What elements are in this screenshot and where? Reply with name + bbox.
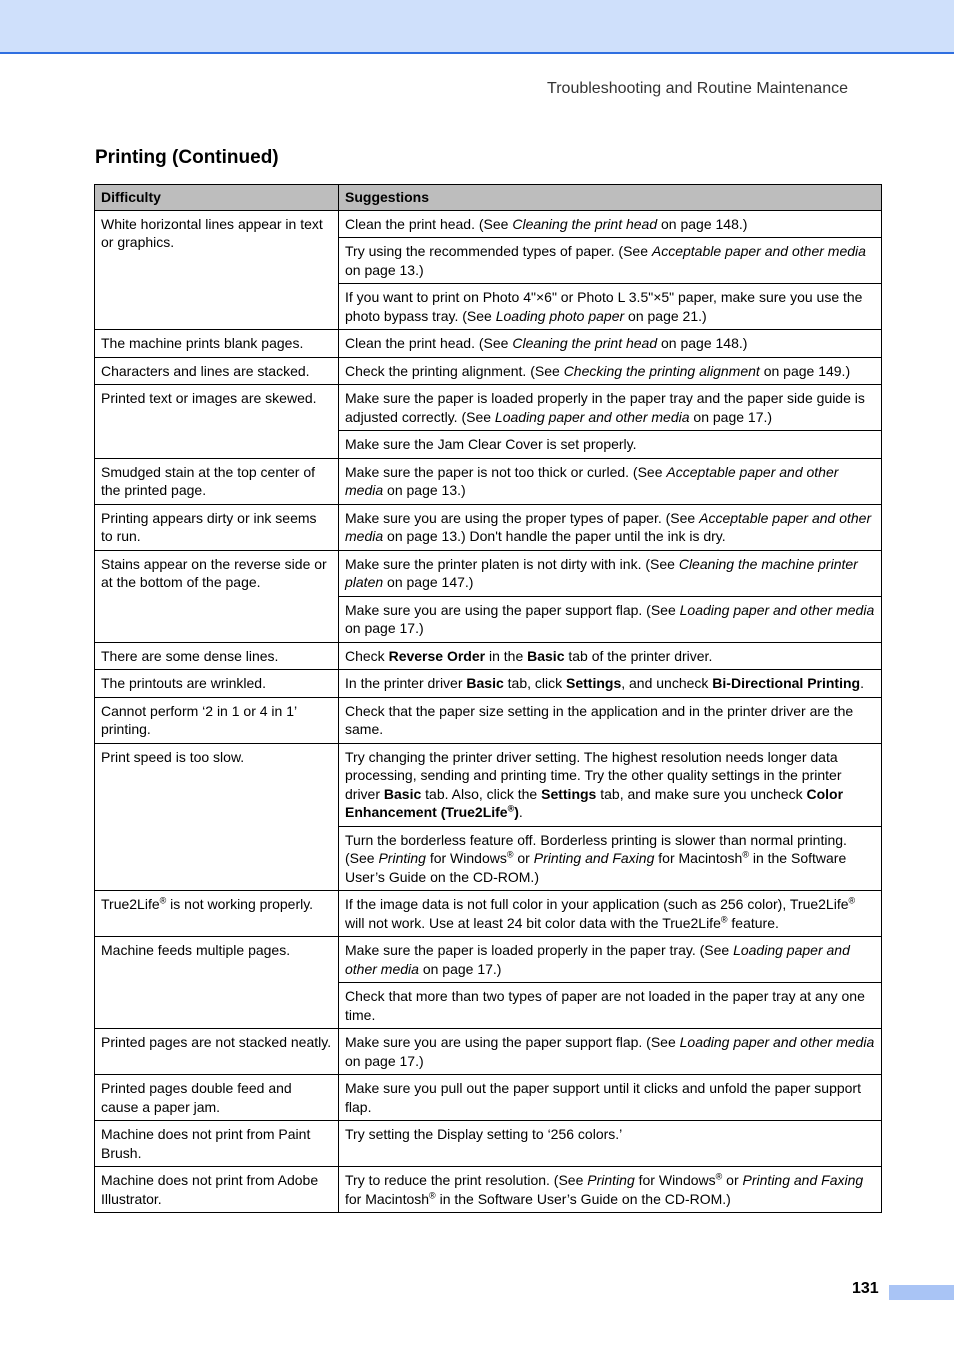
- suggestion-cell: Make sure you are using the paper support flap. (See Loading paper and other media on page 17.): [339, 596, 882, 642]
- table-row: [95, 385, 882, 431]
- difficulty-cell: Smudged stain at the top center of the printed page.: [95, 458, 339, 504]
- suggestion-cell: Turn the borderless feature off. Borderless printing is slower than normal printing. (See Printing for Windows® or Printing and Faxing for Macintosh® in the Software User’s Guide on the CD-ROM.): [339, 826, 882, 891]
- section-title: Printing (Continued): [95, 147, 279, 168]
- difficulty-cell: Machine feeds multiple pages.: [95, 937, 339, 1029]
- difficulty-cell: Machine does not print from Adobe Illustrator.: [95, 1167, 339, 1213]
- difficulty-cell: True2Life® is not working properly.: [95, 891, 339, 937]
- column-header-difficulty: Difficulty: [95, 185, 339, 211]
- table-row: [95, 642, 882, 670]
- table-row: [95, 330, 882, 358]
- suggestion-cell: Make sure you are using the proper types of paper. (See Acceptable paper and other media on page 13.) Don't handle the paper until the ink is dry.: [339, 504, 882, 550]
- difficulty-cell: Machine does not print from Paint Brush.: [95, 1121, 339, 1167]
- suggestion-cell: If you want to print on Photo 4"×6" or Photo L 3.5"×5" paper, make sure you use the photo bypass tray. (See Loading photo paper on page 21.): [339, 284, 882, 330]
- suggestion-cell: Make sure the Jam Clear Cover is set properly.: [339, 431, 882, 459]
- table-row: [95, 1029, 882, 1075]
- difficulty-cell: Print speed is too slow.: [95, 743, 339, 891]
- difficulty-cell: The printouts are wrinkled.: [95, 670, 339, 698]
- suggestion-cell: If the image data is not full color in your application (such as 256 color), True2Life® will not work. Use at least 24 bit color data with the True2Life® feature.: [339, 891, 882, 937]
- suggestion-cell: In the printer driver Basic tab, click Settings, and uncheck Bi-Directional Printing.: [339, 670, 882, 698]
- table-row: [95, 1167, 882, 1213]
- table-row: [95, 1121, 882, 1167]
- table-row: [95, 458, 882, 504]
- column-header-suggestions: Suggestions: [339, 185, 882, 211]
- table-row: [95, 210, 882, 238]
- suggestion-cell: Make sure the paper is loaded properly in the paper tray and the paper side guide is adjusted correctly. (See Loading paper and other media on page 17.): [339, 385, 882, 431]
- difficulty-cell: White horizontal lines appear in text or graphics.: [95, 210, 339, 330]
- difficulty-cell: Characters and lines are stacked.: [95, 357, 339, 385]
- running-header: Troubleshooting and Routine Maintenance: [547, 80, 848, 97]
- table-row: [95, 1075, 882, 1121]
- suggestion-cell: Check Reverse Order in the Basic tab of the printer driver.: [339, 642, 882, 670]
- difficulty-cell: Printed pages double feed and cause a paper jam.: [95, 1075, 339, 1121]
- table-row: [95, 891, 882, 937]
- suggestion-cell: Try to reduce the print resolution. (See Printing for Windows® or Printing and Faxing for Macintosh® in the Software User’s Guide on the CD-ROM.): [339, 1167, 882, 1213]
- suggestion-cell: Clean the print head. (See Cleaning the print head on page 148.): [339, 330, 882, 358]
- table-row: [95, 550, 882, 596]
- table-row: [95, 504, 882, 550]
- table-row: [95, 743, 882, 826]
- suggestion-cell: Make sure the paper is not too thick or curled. (See Acceptable paper and other media on page 13.): [339, 458, 882, 504]
- difficulty-cell: The machine prints blank pages.: [95, 330, 339, 358]
- table-row: [95, 697, 882, 743]
- page-number: 131: [852, 1280, 879, 1297]
- difficulty-cell: Printing appears dirty or ink seems to run.: [95, 504, 339, 550]
- difficulty-cell: Printed pages are not stacked neatly.: [95, 1029, 339, 1075]
- suggestion-cell: Clean the print head. (See Cleaning the print head on page 148.): [339, 210, 882, 238]
- difficulty-cell: There are some dense lines.: [95, 642, 339, 670]
- table-header-row: [95, 185, 882, 211]
- suggestion-cell: Try changing the printer driver setting. The highest resolution needs longer data processing, sending and printing time. Try the other quality settings in the printer driver Basic tab. Also, click the Settings tab, and make sure you uncheck Color Enhancement (True2Life®).: [339, 743, 882, 826]
- difficulty-cell: Cannot perform ‘2 in 1 or 4 in 1’ printing.: [95, 697, 339, 743]
- suggestion-cell: Check that more than two types of paper are not loaded in the paper tray at any one time.: [339, 983, 882, 1029]
- suggestion-cell: Make sure the printer platen is not dirty with ink. (See Cleaning the machine printer platen on page 147.): [339, 550, 882, 596]
- header-band: [0, 0, 954, 54]
- suggestion-cell: Make sure the paper is loaded properly in the paper tray. (See Loading paper and other media on page 17.): [339, 937, 882, 983]
- suggestion-cell: Make sure you pull out the paper support until it clicks and unfold the paper support flap.: [339, 1075, 882, 1121]
- table-row: [95, 670, 882, 698]
- difficulty-cell: Printed text or images are skewed.: [95, 385, 339, 459]
- table-row: [95, 937, 882, 983]
- page-tab-marker: [889, 1285, 954, 1300]
- suggestion-cell: Check the printing alignment. (See Checking the printing alignment on page 149.): [339, 357, 882, 385]
- suggestion-cell: Make sure you are using the paper support flap. (See Loading paper and other media on page 17.): [339, 1029, 882, 1075]
- suggestion-cell: Try using the recommended types of paper. (See Acceptable paper and other media on page 13.): [339, 238, 882, 284]
- table-row: [95, 357, 882, 385]
- suggestion-cell: Check that the paper size setting in the application and in the printer driver are the same.: [339, 697, 882, 743]
- table-body: [95, 210, 882, 1213]
- difficulty-cell: Stains appear on the reverse side or at the bottom of the page.: [95, 550, 339, 642]
- troubleshooting-table: [94, 184, 882, 1213]
- suggestion-cell: Try setting the Display setting to ‘256 colors.’: [339, 1121, 882, 1167]
